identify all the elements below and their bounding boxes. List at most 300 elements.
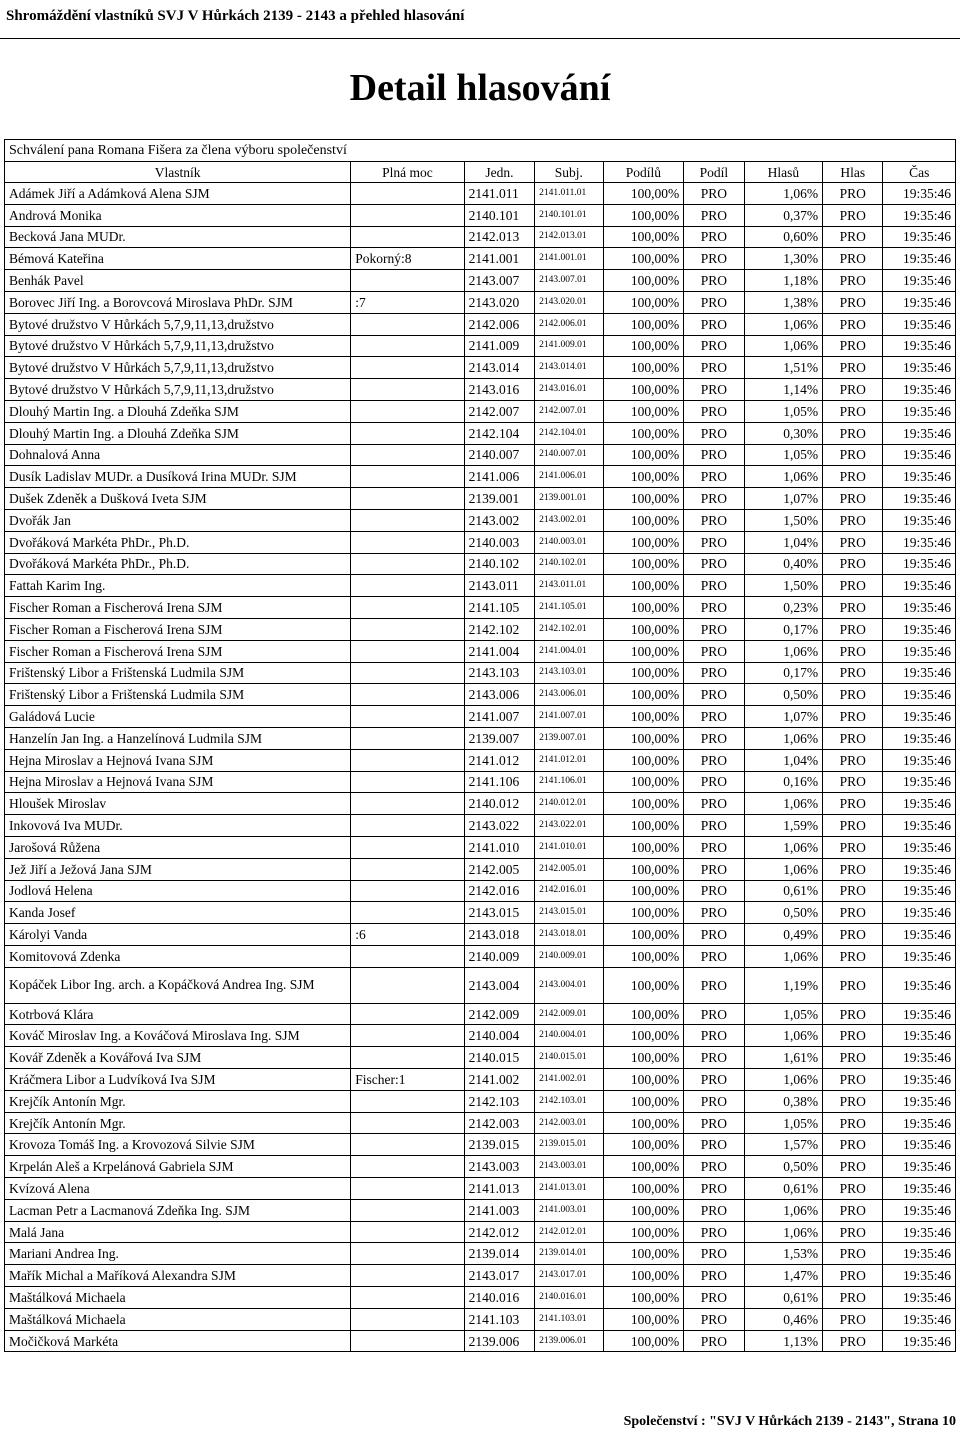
owner-cell: Dušek Zdeněk a Dušková Iveta SJM (5, 488, 351, 510)
unit-cell: 2143.020 (464, 291, 534, 313)
votes-pct-cell: 0,30% (744, 422, 823, 444)
proxy-cell (351, 902, 464, 924)
votes-pct-cell: 0,40% (744, 553, 823, 575)
shares-pct-cell: 100,00% (603, 553, 684, 575)
subject-cell: 2143.011.01 (535, 575, 603, 597)
owner-cell: Kanda Josef (5, 902, 351, 924)
time-cell: 19:35:46 (883, 1178, 956, 1200)
time-cell: 19:35:46 (883, 270, 956, 292)
table-row (5, 226, 956, 248)
subject-cell: 2139.015.01 (535, 1134, 603, 1156)
table-row (5, 640, 956, 662)
share-vote-cell: PRO (684, 945, 744, 967)
votes-pct-cell: 1,06% (744, 945, 823, 967)
time-cell: 19:35:46 (883, 422, 956, 444)
col-header-owner: Vlastník (5, 162, 351, 183)
owner-cell: Benhák Pavel (5, 270, 351, 292)
time-cell: 19:35:46 (883, 509, 956, 531)
table-row (5, 575, 956, 597)
shares-pct-cell: 100,00% (603, 880, 684, 902)
vote-cell: PRO (823, 575, 883, 597)
owner-cell: Fischer Roman a Fischerová Irena SJM (5, 597, 351, 619)
votes-pct-cell: 0,50% (744, 684, 823, 706)
subject-cell: 2143.007.01 (535, 270, 603, 292)
section-title: Schválení pana Romana Fišera za člena výboru společenství (4, 139, 956, 161)
shares-pct-cell: 100,00% (603, 1265, 684, 1287)
time-cell: 19:35:46 (883, 924, 956, 946)
proxy-cell (351, 444, 464, 466)
time-cell: 19:35:46 (883, 1003, 956, 1025)
unit-cell: 2142.016 (464, 880, 534, 902)
owner-cell: Adámek Jiří a Adámková Alena SJM (5, 183, 351, 205)
vote-cell: PRO (823, 1287, 883, 1309)
share-vote-cell: PRO (684, 684, 744, 706)
time-cell: 19:35:46 (883, 1134, 956, 1156)
vote-cell: PRO (823, 1243, 883, 1265)
col-header-unit: Jedn. (464, 162, 534, 183)
subject-cell: 2141.103.01 (535, 1308, 603, 1330)
subject-cell: 2143.004.01 (535, 967, 603, 1003)
unit-cell: 2142.103 (464, 1090, 534, 1112)
share-vote-cell: PRO (684, 422, 744, 444)
share-vote-cell: PRO (684, 335, 744, 357)
vote-cell: PRO (823, 618, 883, 640)
time-cell: 19:35:46 (883, 531, 956, 553)
vote-cell: PRO (823, 313, 883, 335)
time-cell: 19:35:46 (883, 771, 956, 793)
owner-cell: Hejna Miroslav a Hejnová Ivana SJM (5, 771, 351, 793)
report-header-title: Shromáždění vlastníků SVJ V Hůrkách 2139 - 2143 a přehled hlasování (6, 8, 465, 24)
vote-cell: PRO (823, 1265, 883, 1287)
col-header-proxy: Plná moc (351, 162, 464, 183)
proxy-cell (351, 575, 464, 597)
subject-cell: 2141.106.01 (535, 771, 603, 793)
time-cell: 19:35:46 (883, 248, 956, 270)
owner-cell: Malá Jana (5, 1221, 351, 1243)
time-cell: 19:35:46 (883, 379, 956, 401)
owner-cell: Fischer Roman a Fischerová Irena SJM (5, 618, 351, 640)
votes-pct-cell: 1,06% (744, 183, 823, 205)
subject-cell: 2140.003.01 (535, 531, 603, 553)
time-cell: 19:35:46 (883, 749, 956, 771)
time-cell: 19:35:46 (883, 466, 956, 488)
proxy-cell (351, 1178, 464, 1200)
unit-cell: 2140.007 (464, 444, 534, 466)
vote-cell: PRO (823, 183, 883, 205)
votes-pct-cell: 0,50% (744, 1156, 823, 1178)
proxy-cell (351, 357, 464, 379)
shares-pct-cell: 100,00% (603, 727, 684, 749)
time-cell: 19:35:46 (883, 967, 956, 1003)
share-vote-cell: PRO (684, 1112, 744, 1134)
share-vote-cell: PRO (684, 553, 744, 575)
votes-pct-cell: 1,06% (744, 858, 823, 880)
time-cell: 19:35:46 (883, 836, 956, 858)
votes-pct-cell: 1,50% (744, 575, 823, 597)
vote-cell: PRO (823, 1156, 883, 1178)
subject-cell: 2141.009.01 (535, 335, 603, 357)
share-vote-cell: PRO (684, 858, 744, 880)
subject-cell: 2141.003.01 (535, 1199, 603, 1221)
proxy-cell (351, 1243, 464, 1265)
proxy-cell (351, 422, 464, 444)
share-vote-cell: PRO (684, 183, 744, 205)
shares-pct-cell: 100,00% (603, 749, 684, 771)
owner-cell: Hejna Miroslav a Hejnová Ivana SJM (5, 749, 351, 771)
proxy-cell: :6 (351, 924, 464, 946)
votes-pct-cell: 1,47% (744, 1265, 823, 1287)
shares-pct-cell: 100,00% (603, 422, 684, 444)
table-row (5, 1069, 956, 1091)
col-header-subject: Subj. (535, 162, 603, 183)
table-row (5, 1265, 956, 1287)
table-row (5, 1243, 956, 1265)
votes-pct-cell: 0,38% (744, 1090, 823, 1112)
votes-pct-cell: 1,50% (744, 509, 823, 531)
shares-pct-cell: 100,00% (603, 313, 684, 335)
votes-pct-cell: 1,06% (744, 640, 823, 662)
share-vote-cell: PRO (684, 1243, 744, 1265)
share-vote-cell: PRO (684, 1090, 744, 1112)
shares-pct-cell: 100,00% (603, 1003, 684, 1025)
proxy-cell (351, 553, 464, 575)
proxy-cell (351, 749, 464, 771)
table-row (5, 357, 956, 379)
table-row (5, 815, 956, 837)
proxy-cell (351, 1199, 464, 1221)
share-vote-cell: PRO (684, 226, 744, 248)
shares-pct-cell: 100,00% (603, 509, 684, 531)
owner-cell: Komitovová Zdenka (5, 945, 351, 967)
time-cell: 19:35:46 (883, 1025, 956, 1047)
shares-pct-cell: 100,00% (603, 836, 684, 858)
proxy-cell (351, 815, 464, 837)
time-cell: 19:35:46 (883, 1199, 956, 1221)
votes-pct-cell: 0,23% (744, 597, 823, 619)
votes-pct-cell: 1,04% (744, 531, 823, 553)
vote-cell: PRO (823, 727, 883, 749)
proxy-cell (351, 488, 464, 510)
votes-pct-cell: 0,49% (744, 924, 823, 946)
proxy-cell (351, 1265, 464, 1287)
votes-pct-cell: 0,17% (744, 618, 823, 640)
unit-cell: 2142.013 (464, 226, 534, 248)
shares-pct-cell: 100,00% (603, 1243, 684, 1265)
shares-pct-cell: 100,00% (603, 945, 684, 967)
table-row (5, 945, 956, 967)
proxy-cell (351, 945, 464, 967)
owner-cell: Borovec Jiří Ing. a Borovcová Miroslava PhDr. SJM (5, 291, 351, 313)
vote-cell: PRO (823, 945, 883, 967)
subject-cell: 2140.016.01 (535, 1287, 603, 1309)
share-vote-cell: PRO (684, 270, 744, 292)
table-row (5, 335, 956, 357)
shares-pct-cell: 100,00% (603, 1112, 684, 1134)
table-row (5, 183, 956, 205)
owner-cell: Jodlová Helena (5, 880, 351, 902)
col-header-votes: Hlasů (744, 162, 823, 183)
unit-cell: 2143.015 (464, 902, 534, 924)
unit-cell: 2143.004 (464, 967, 534, 1003)
vote-cell: PRO (823, 400, 883, 422)
subject-cell: 2143.006.01 (535, 684, 603, 706)
vote-cell: PRO (823, 1178, 883, 1200)
subject-cell: 2141.011.01 (535, 183, 603, 205)
share-vote-cell: PRO (684, 575, 744, 597)
subject-cell: 2140.102.01 (535, 553, 603, 575)
votes-pct-cell: 1,06% (744, 793, 823, 815)
proxy-cell (351, 967, 464, 1003)
unit-cell: 2139.014 (464, 1243, 534, 1265)
vote-cell: PRO (823, 291, 883, 313)
owner-cell: Kovář Zdeněk a Kovářová Iva SJM (5, 1047, 351, 1069)
time-cell: 19:35:46 (883, 1243, 956, 1265)
shares-pct-cell: 100,00% (603, 1156, 684, 1178)
unit-cell: 2140.102 (464, 553, 534, 575)
table-row (5, 880, 956, 902)
vote-cell: PRO (823, 836, 883, 858)
vote-cell: PRO (823, 1308, 883, 1330)
proxy-cell (351, 771, 464, 793)
share-vote-cell: PRO (684, 902, 744, 924)
proxy-cell (351, 204, 464, 226)
proxy-cell (351, 836, 464, 858)
proxy-cell (351, 1112, 464, 1134)
table-row (5, 924, 956, 946)
table-row (5, 313, 956, 335)
time-cell: 19:35:46 (883, 727, 956, 749)
owner-cell: Dusík Ladislav MUDr. a Dusíková Irina MUDr. SJM (5, 466, 351, 488)
unit-cell: 2141.002 (464, 1069, 534, 1091)
subject-cell: 2143.020.01 (535, 291, 603, 313)
subject-cell: 2142.016.01 (535, 880, 603, 902)
votes-pct-cell: 1,06% (744, 1199, 823, 1221)
unit-cell: 2143.011 (464, 575, 534, 597)
owner-cell: Jarošová Růžena (5, 836, 351, 858)
share-vote-cell: PRO (684, 880, 744, 902)
owner-cell: Dlouhý Martin Ing. a Dlouhá Zdeňka SJM (5, 400, 351, 422)
vote-cell: PRO (823, 444, 883, 466)
shares-pct-cell: 100,00% (603, 684, 684, 706)
time-cell: 19:35:46 (883, 1047, 956, 1069)
table-row (5, 1047, 956, 1069)
vote-cell: PRO (823, 1330, 883, 1352)
share-vote-cell: PRO (684, 488, 744, 510)
proxy-cell (351, 270, 464, 292)
votes-pct-cell: 0,17% (744, 662, 823, 684)
unit-cell: 2141.012 (464, 749, 534, 771)
share-vote-cell: PRO (684, 727, 744, 749)
vote-cell: PRO (823, 466, 883, 488)
share-vote-cell: PRO (684, 1308, 744, 1330)
share-vote-cell: PRO (684, 1199, 744, 1221)
proxy-cell (351, 1330, 464, 1352)
vote-cell: PRO (823, 1090, 883, 1112)
unit-cell: 2141.010 (464, 836, 534, 858)
votes-pct-cell: 0,46% (744, 1308, 823, 1330)
votes-pct-cell: 0,61% (744, 880, 823, 902)
share-vote-cell: PRO (684, 597, 744, 619)
unit-cell: 2140.016 (464, 1287, 534, 1309)
shares-pct-cell: 100,00% (603, 967, 684, 1003)
unit-cell: 2139.015 (464, 1134, 534, 1156)
owner-cell: Fischer Roman a Fischerová Irena SJM (5, 640, 351, 662)
votes-pct-cell: 1,59% (744, 815, 823, 837)
subject-cell: 2139.001.01 (535, 488, 603, 510)
share-vote-cell: PRO (684, 357, 744, 379)
vote-cell: PRO (823, 1025, 883, 1047)
table-row (5, 793, 956, 815)
vote-cell: PRO (823, 531, 883, 553)
share-vote-cell: PRO (684, 771, 744, 793)
share-vote-cell: PRO (684, 379, 744, 401)
subject-cell: 2142.012.01 (535, 1221, 603, 1243)
table-row (5, 618, 956, 640)
unit-cell: 2139.001 (464, 488, 534, 510)
proxy-cell: Fischer:1 (351, 1069, 464, 1091)
owner-cell: Bytové družstvo V Hůrkách 5,7,9,11,13,družstvo (5, 357, 351, 379)
proxy-cell (351, 1287, 464, 1309)
share-vote-cell: PRO (684, 204, 744, 226)
unit-cell: 2141.103 (464, 1308, 534, 1330)
votes-pct-cell: 1,05% (744, 400, 823, 422)
table-row (5, 967, 956, 1003)
shares-pct-cell: 100,00% (603, 531, 684, 553)
share-vote-cell: PRO (684, 291, 744, 313)
time-cell: 19:35:46 (883, 291, 956, 313)
proxy-cell (351, 684, 464, 706)
proxy-cell (351, 1221, 464, 1243)
subject-cell: 2141.007.01 (535, 706, 603, 728)
shares-pct-cell: 100,00% (603, 466, 684, 488)
shares-pct-cell: 100,00% (603, 1221, 684, 1243)
subject-cell: 2143.017.01 (535, 1265, 603, 1287)
share-vote-cell: PRO (684, 466, 744, 488)
proxy-cell (351, 1025, 464, 1047)
owner-cell: Maštálková Michaela (5, 1308, 351, 1330)
share-vote-cell: PRO (684, 1287, 744, 1309)
share-vote-cell: PRO (684, 400, 744, 422)
table-row (5, 488, 956, 510)
owner-cell: Frištenský Libor a Frištenská Ludmila SJM (5, 662, 351, 684)
proxy-cell (351, 858, 464, 880)
time-cell: 19:35:46 (883, 226, 956, 248)
table-row (5, 1156, 956, 1178)
vote-cell: PRO (823, 749, 883, 771)
vote-cell: PRO (823, 226, 883, 248)
subject-cell: 2142.009.01 (535, 1003, 603, 1025)
table-row (5, 597, 956, 619)
owner-cell: Mariani Andrea Ing. (5, 1243, 351, 1265)
owner-cell: Kováč Miroslav Ing. a Kováčová Miroslava Ing. SJM (5, 1025, 351, 1047)
share-vote-cell: PRO (684, 924, 744, 946)
shares-pct-cell: 100,00% (603, 204, 684, 226)
unit-cell: 2141.106 (464, 771, 534, 793)
share-vote-cell: PRO (684, 815, 744, 837)
owner-cell: Hanzelín Jan Ing. a Hanzelínová Ludmila SJM (5, 727, 351, 749)
subject-cell: 2143.016.01 (535, 379, 603, 401)
share-vote-cell: PRO (684, 1025, 744, 1047)
owner-cell: Bémová Kateřina (5, 248, 351, 270)
owner-cell: Frištenský Libor a Frištenská Ludmila SJM (5, 684, 351, 706)
owner-cell: Kotrbová Klára (5, 1003, 351, 1025)
votes-pct-cell: 0,60% (744, 226, 823, 248)
unit-cell: 2140.004 (464, 1025, 534, 1047)
unit-cell: 2142.102 (464, 618, 534, 640)
share-vote-cell: PRO (684, 509, 744, 531)
shares-pct-cell: 100,00% (603, 924, 684, 946)
time-cell: 19:35:46 (883, 183, 956, 205)
unit-cell: 2141.009 (464, 335, 534, 357)
table-row (5, 1330, 956, 1352)
subject-cell: 2141.001.01 (535, 248, 603, 270)
vote-cell: PRO (823, 1069, 883, 1091)
time-cell: 19:35:46 (883, 858, 956, 880)
table-row (5, 444, 956, 466)
table-row (5, 248, 956, 270)
time-cell: 19:35:46 (883, 444, 956, 466)
owner-cell: Andrová Monika (5, 204, 351, 226)
vote-cell: PRO (823, 793, 883, 815)
col-header-time: Čas (883, 162, 956, 183)
vote-cell: PRO (823, 509, 883, 531)
owner-cell: Dvořáková Markéta PhDr., Ph.D. (5, 531, 351, 553)
time-cell: 19:35:46 (883, 1221, 956, 1243)
subject-cell: 2143.015.01 (535, 902, 603, 924)
owner-cell: Kopáček Libor Ing. arch. a Kopáčková Andrea Ing. SJM (5, 967, 351, 1003)
share-vote-cell: PRO (684, 749, 744, 771)
shares-pct-cell: 100,00% (603, 291, 684, 313)
votes-pct-cell: 1,53% (744, 1243, 823, 1265)
proxy-cell (351, 1003, 464, 1025)
time-cell: 19:35:46 (883, 880, 956, 902)
owner-cell: Hloušek Miroslav (5, 793, 351, 815)
unit-cell: 2143.018 (464, 924, 534, 946)
owner-cell: Dvořák Jan (5, 509, 351, 531)
vote-cell: PRO (823, 924, 883, 946)
time-cell: 19:35:46 (883, 1330, 956, 1352)
page-footer: Společenství : "SVJ V Hůrkách 2139 - 2143", Strana 10 (623, 1414, 956, 1429)
unit-cell: 2140.009 (464, 945, 534, 967)
share-vote-cell: PRO (684, 1003, 744, 1025)
unit-cell: 2142.012 (464, 1221, 534, 1243)
proxy-cell (351, 618, 464, 640)
shares-pct-cell: 100,00% (603, 815, 684, 837)
proxy-cell (351, 509, 464, 531)
vote-cell: PRO (823, 815, 883, 837)
time-cell: 19:35:46 (883, 815, 956, 837)
table-row (5, 1199, 956, 1221)
owner-cell: Mařík Michal a Maříková Alexandra SJM (5, 1265, 351, 1287)
unit-cell: 2143.022 (464, 815, 534, 837)
vote-cell: PRO (823, 1134, 883, 1156)
shares-pct-cell: 100,00% (603, 444, 684, 466)
share-vote-cell: PRO (684, 1134, 744, 1156)
unit-cell: 2141.001 (464, 248, 534, 270)
vote-cell: PRO (823, 204, 883, 226)
time-cell: 19:35:46 (883, 1156, 956, 1178)
vote-cell: PRO (823, 379, 883, 401)
proxy-cell (351, 706, 464, 728)
time-cell: 19:35:46 (883, 1112, 956, 1134)
share-vote-cell: PRO (684, 531, 744, 553)
vote-cell: PRO (823, 1112, 883, 1134)
votes-pct-cell: 0,16% (744, 771, 823, 793)
table-row (5, 291, 956, 313)
shares-pct-cell: 100,00% (603, 488, 684, 510)
time-cell: 19:35:46 (883, 1069, 956, 1091)
unit-cell: 2140.003 (464, 531, 534, 553)
